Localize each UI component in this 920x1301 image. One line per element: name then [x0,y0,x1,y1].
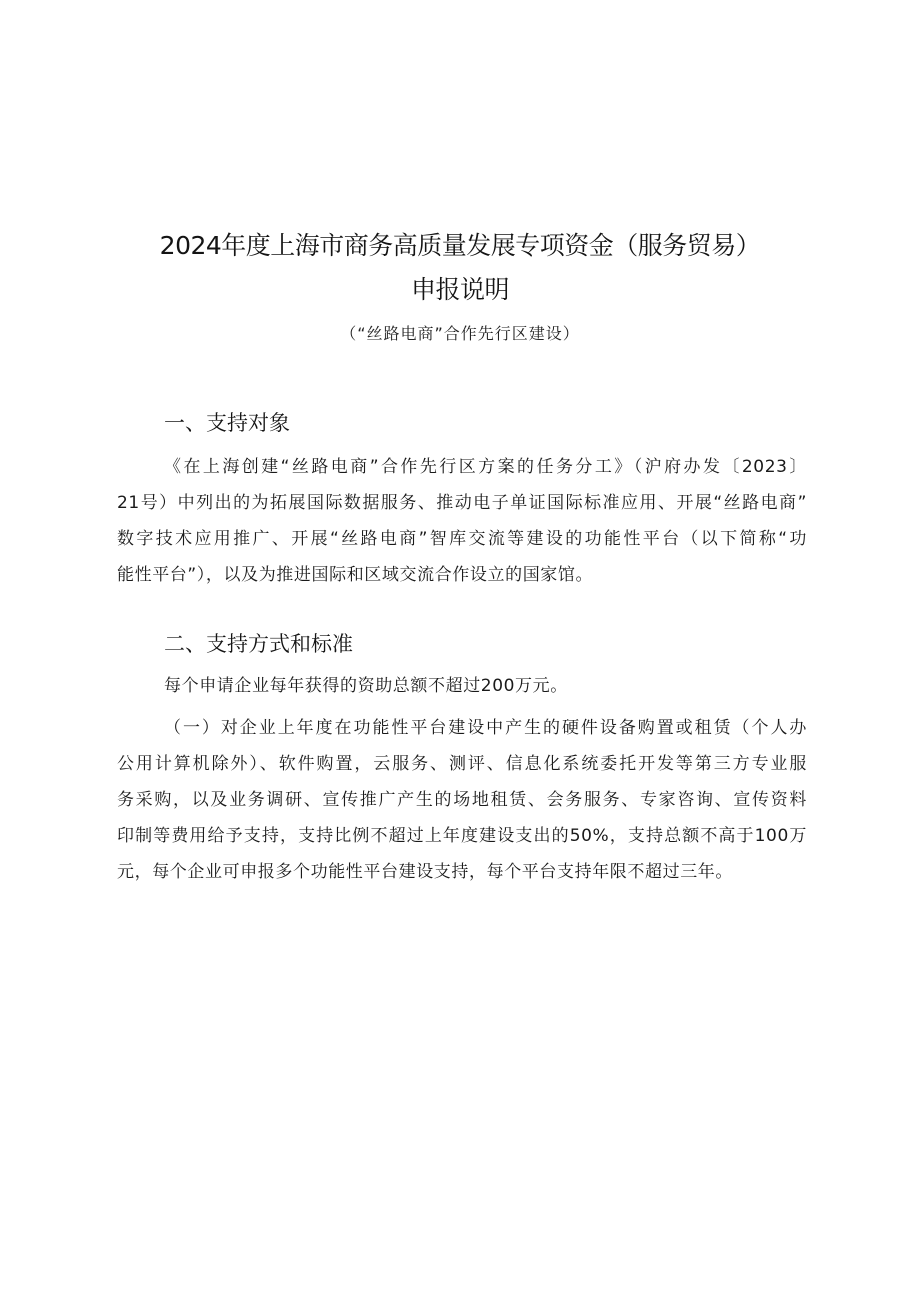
section-2-line: 公用计算机除外）、软件购置，云服务、测评、信息化系统委托开发等第三方专业服 [117,754,807,774]
section-2-line: 印制等费用给予支持，支持比例不超过上年度建设支出的50%，支持总额不高于100万 [117,826,807,846]
document-subtitle: （“丝路电商”合作先行区建设） [340,324,580,343]
section-1-line: 能性平台”），以及为推进国际和区域交流合作设立的国家馆。 [117,565,594,585]
document-title-line-2: 申报说明 [410,275,509,304]
section-1-line: 21号）中列出的为拓展国际数据服务、推动电子单证国际标准应用、开展“丝路电商” [117,493,807,513]
section-2-intro: 每个申请企业每年获得的资助总额不超过200万元。 [164,676,568,696]
section-1-line: 《在上海创建“丝路电商”合作先行区方案的任务分工》（沪府办发〔2023〕 [164,457,807,477]
section-1-body [117,449,807,593]
section-2-line: （一）对企业上年度在功能性平台建设中产生的硬件设备购置或租赁（个人办 [164,718,807,738]
section-2-line: 元，每个企业可申报多个功能性平台建设支持，每个平台支持年限不超过三年。 [117,862,733,882]
section-2-line: 务采购，以及业务调研、宣传推广产生的场地租赁、会务服务、专家咨询、宣传资料 [117,790,807,810]
section-heading-support-method: 二、支持方式和标准 [164,632,353,656]
section-heading-support-target: 一、支持对象 [164,411,290,435]
document-title-line-1: 2024年度上海市商务高质量发展专项资金（服务贸易） [159,231,761,260]
section-2-body [117,710,807,890]
section-1-line: 数字技术应用推广、开展“丝路电商”智库交流等建设的功能性平台（以下简称“功 [117,529,807,549]
